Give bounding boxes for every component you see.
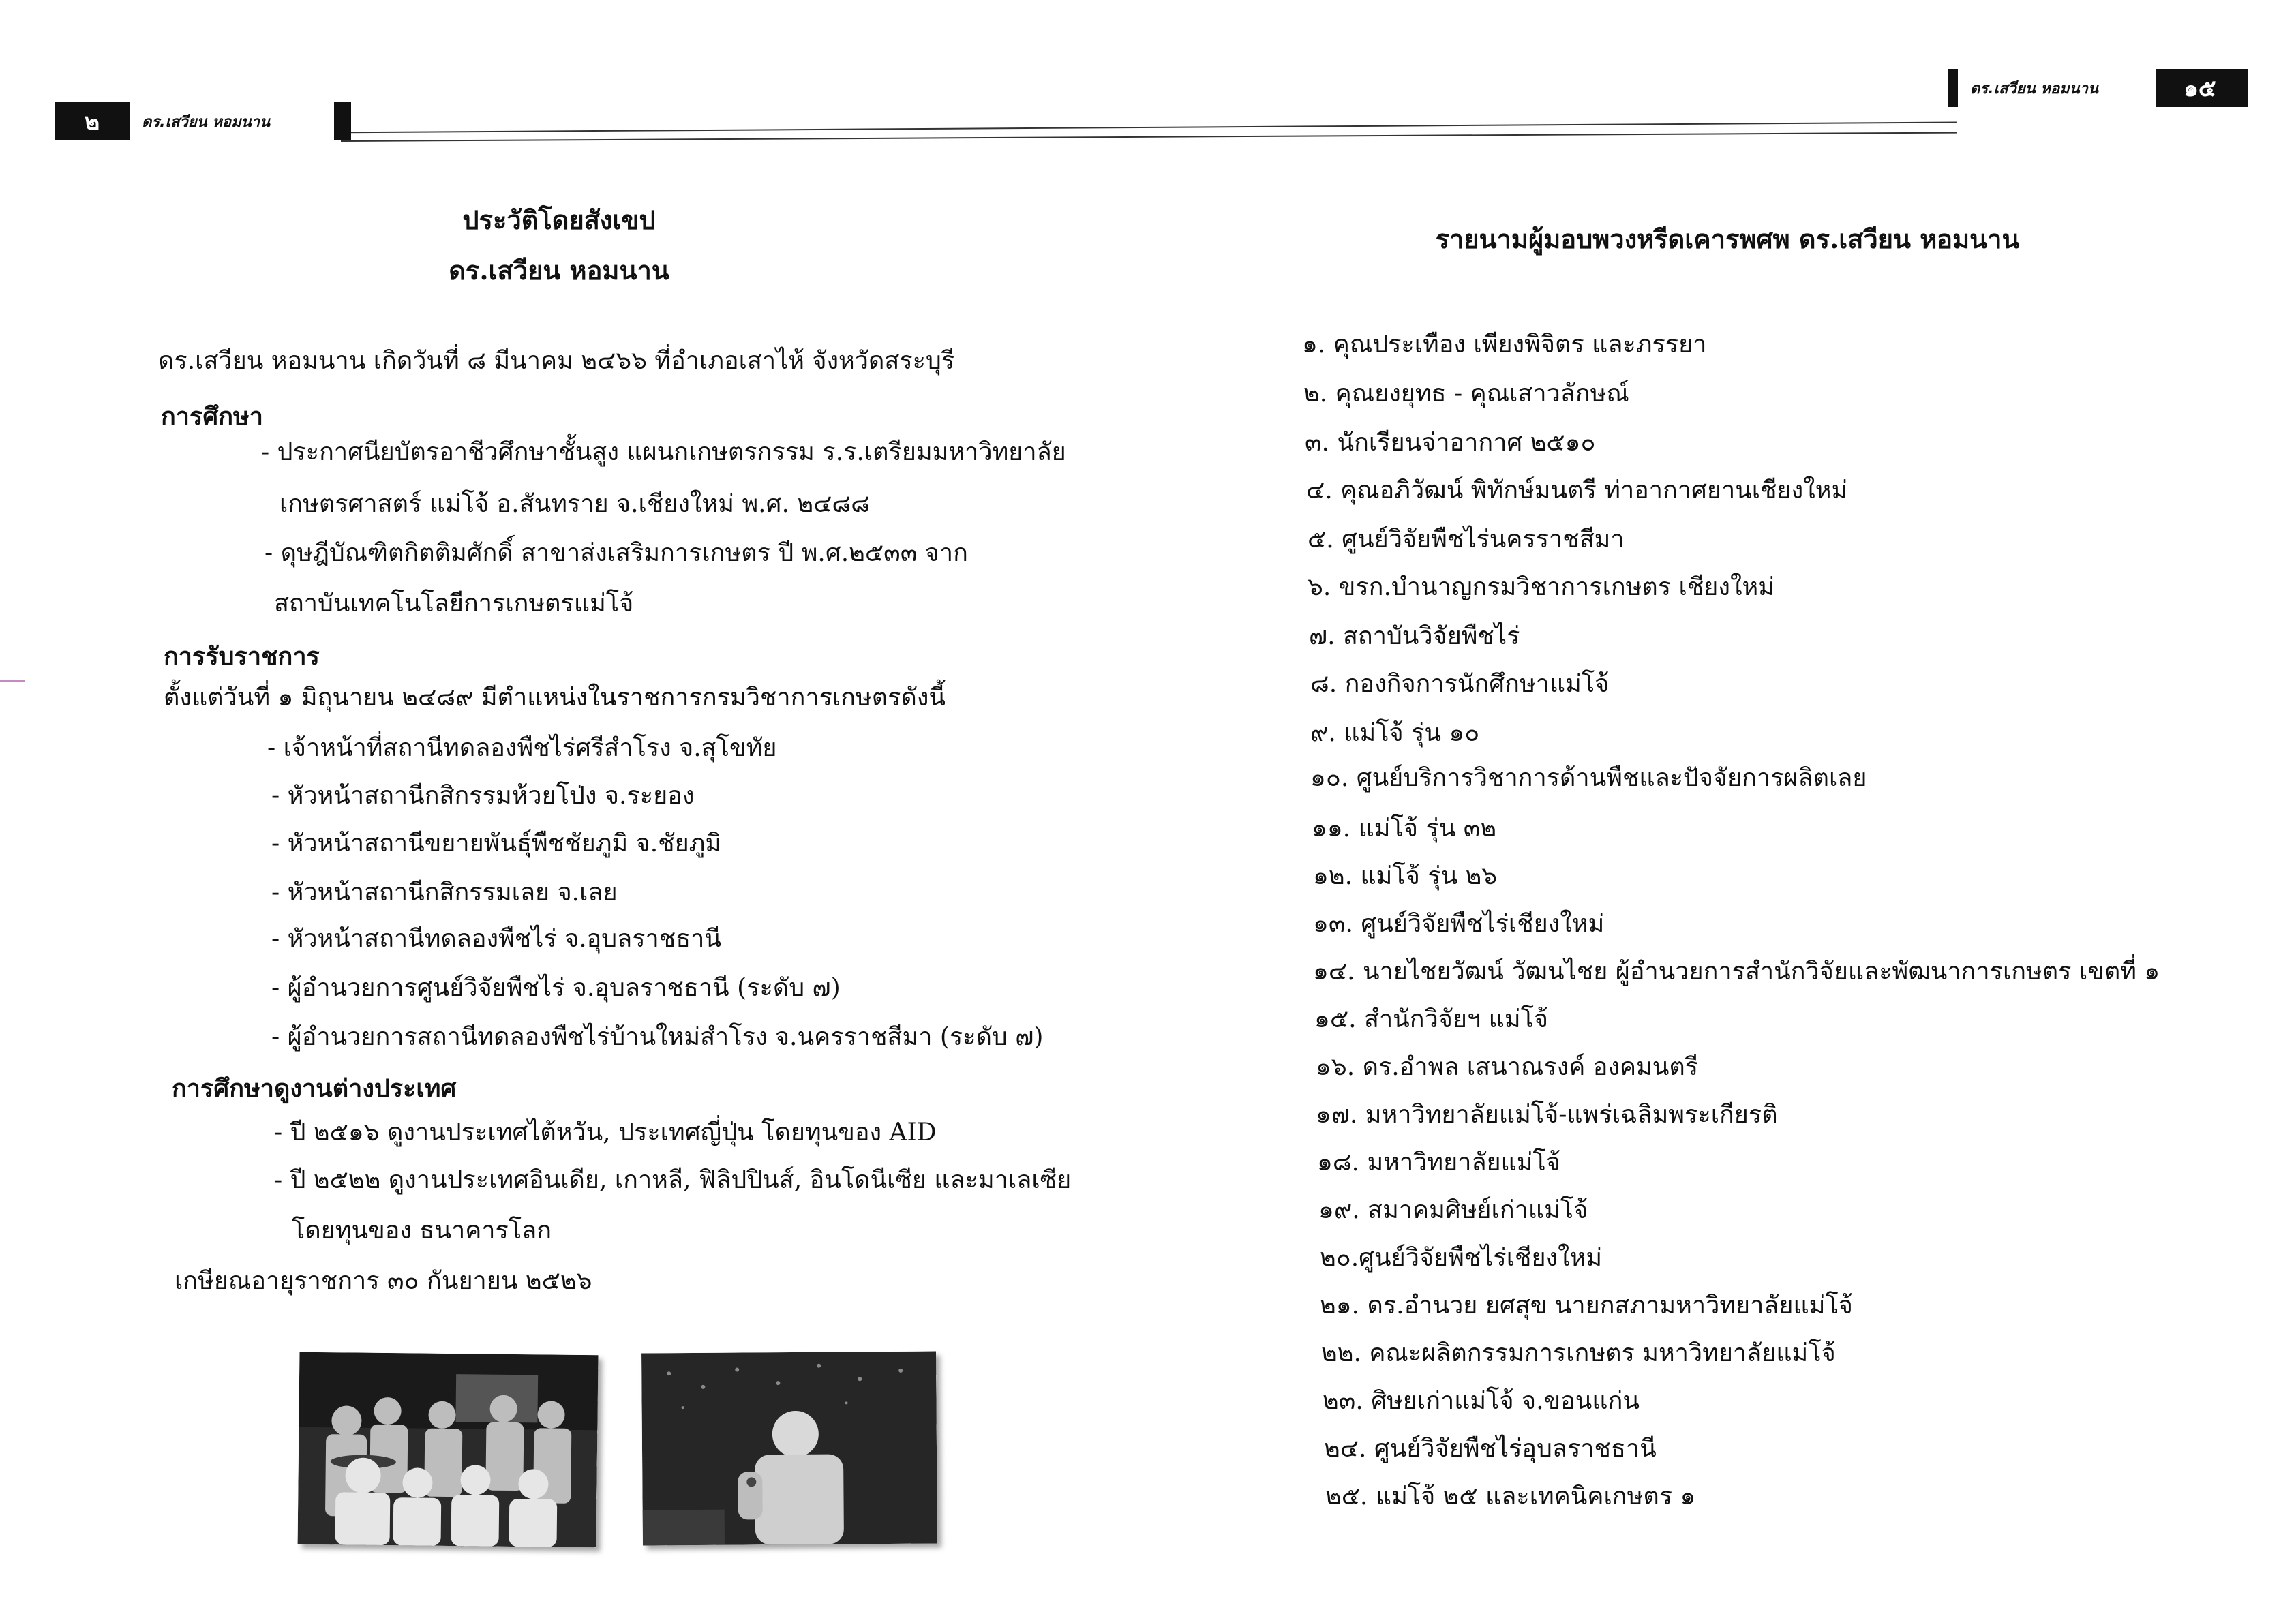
page-number-right: ๑๕ bbox=[2184, 75, 2216, 102]
donor-item: ๑๗. มหาวิทยาลัยแม่โจ้-แพร่เฉลิมพระเกียรติ bbox=[1316, 1101, 1778, 1129]
donor-item: ๒๔. ศูนย์วิจัยพืชไร่อุบลราชธานี bbox=[1324, 1435, 1657, 1463]
abroad-item: - ปี ๒๕๑๖ ดูงานประเทศไต้หวัน, ประเทศญี่ปุ่น โดยทุนของ AID bbox=[274, 1118, 937, 1146]
subject-name: ดร.เสวียน หอมนาน bbox=[449, 255, 669, 286]
abroad-heading: การศึกษาดูงานต่างประเทศ bbox=[172, 1074, 457, 1103]
speech-photo-image bbox=[641, 1351, 937, 1545]
donor-item: ๔. คุณอภิวัฒน์ พิทักษ์มนตรี ท่าอากาศยานเชียงใหม่ bbox=[1306, 476, 1848, 504]
donor-item: ๑๔. นายไชยวัฒน์ วัฒนไชย ผู้อำนวยการสำนักวิจัยและพัฒนาการเกษตร เขตที่ ๑ bbox=[1313, 958, 2160, 986]
donor-item: ๙. แม่โจ้ รุ่น ๑๐ bbox=[1310, 719, 1480, 747]
donor-item: ๑๒. แม่โจ้ รุ่น ๒๖ bbox=[1313, 862, 1498, 890]
abroad-item: - ปี ๒๕๒๒ ดูงานประเทศอินเดีย, เกาหลี, ฟิลิปปินส์, อินโดนีเซีย และมาเลเซีย bbox=[274, 1166, 1072, 1194]
service-heading: การรับราชการ bbox=[164, 642, 320, 671]
page-title: ประวัติโดยสังเขป bbox=[462, 204, 656, 235]
service-item: - หัวหน้าสถานีกสิกรรมห้วยโป่ง จ.ระยอง bbox=[271, 782, 695, 810]
donor-item: ๘. กองกิจการนักศึกษาแม่โจ้ bbox=[1310, 670, 1610, 698]
page-number-left: ๒ bbox=[84, 108, 100, 136]
education-line: สถาบันเทคโนโลยีการเกษตรแม่โจ้ bbox=[274, 590, 634, 618]
donor-item: ๒๐.ศูนย์วิจัยพืชไร่เชียงใหม่ bbox=[1320, 1244, 1603, 1272]
intro-text: ดร.เสวียน หอมนาน เกิดวันที่ ๘ มีนาคม ๒๔๖๖ ที่อำเภอเสาไห้ จังหวัดสระบุรี bbox=[158, 347, 955, 375]
service-item: - เจ้าหน้าที่สถานีทดลองพืชไร่ศรีสำโรง จ.สุโขทัย bbox=[267, 734, 777, 762]
header-author-right: ดร.เสวียน หอมนาน bbox=[1958, 69, 2156, 107]
service-intro: ตั้งแต่วันที่ ๑ มิถุนายน ๒๔๘๙ มีตำแหน่งในราชการกรมวิชาการเกษตรดังนี้ bbox=[164, 684, 946, 712]
group-photo bbox=[298, 1352, 599, 1548]
education-heading: การศึกษา bbox=[161, 402, 263, 431]
donor-item: ๑๐. ศูนย์บริการวิชาการด้านพืชและปัจจัยการผลิตเลย bbox=[1310, 764, 1867, 792]
service-item: - ผู้อำนวยการศูนย์วิจัยพืชไร่ จ.อุบลราชธานี (ระดับ ๗) bbox=[271, 974, 841, 1002]
group-photo-image bbox=[298, 1352, 599, 1548]
donor-item: ๖. ขรก.บำนาญกรมวิชาการเกษตร เชียงใหม่ bbox=[1308, 573, 1775, 601]
donor-list-title: รายนามผู้มอบพวงหรีดเคารพศพ ดร.เสวียน หอมนาน bbox=[1435, 224, 2020, 254]
abroad-item: โดยทุนของ ธนาคารโลก bbox=[292, 1217, 552, 1245]
speech-photo bbox=[641, 1351, 937, 1545]
service-item: - หัวหน้าสถานีกสิกรรมเลย จ.เลย bbox=[271, 879, 618, 907]
donor-item: ๒๕. แม่โจ้ ๒๕ และเทคนิคเกษตร ๑ bbox=[1325, 1482, 1696, 1510]
donor-item: ๑๙. สมาคมศิษย์เก่าแม่โจ้ bbox=[1318, 1196, 1588, 1224]
retirement-text: เกษียณอายุราชการ ๓๐ กันยายน ๒๕๒๖ bbox=[175, 1267, 592, 1295]
donor-item: ๑. คุณประเทือง เพียงพิจิตร และภรรยา bbox=[1302, 331, 1707, 359]
donor-item: ๒๒. คณะผลิตกรรมการเกษตร มหาวิทยาลัยแม่โจ้ bbox=[1321, 1339, 1836, 1367]
donor-item: ๒. คุณยงยุทธ - คุณเสาวลักษณ์ bbox=[1303, 380, 1629, 408]
service-item: - หัวหน้าสถานีขยายพันธุ์พืชชัยภูมิ จ.ชัยภูมิ bbox=[271, 829, 722, 857]
donor-item: ๑๑. แม่โจ้ รุ่น ๓๒ bbox=[1312, 814, 1497, 842]
donor-item: ๗. สถาบันวิจัยพืชไร่ bbox=[1309, 622, 1520, 650]
education-line: - ดุษฎีบัณฑิตกิตติมศักดิ์ สาขาส่งเสริมการเกษตร ปี พ.ศ.๒๕๓๓ จาก bbox=[265, 539, 968, 567]
donor-item: ๓. นักเรียนจ่าอากาศ ๒๕๑๐ bbox=[1305, 429, 1596, 457]
header-rule-bottom bbox=[341, 132, 1957, 142]
donor-item: ๒๑. ดร.อำนวย ยศสุข นายกสภามหาวิทยาลัยแม่โจ้ bbox=[1320, 1292, 1853, 1320]
donor-item: ๑๓. ศูนย์วิจัยพืชไร่เชียงใหม่ bbox=[1313, 910, 1605, 938]
service-item: - ผู้อำนวยการสถานีทดลองพืชไร่บ้านใหม่สำโรง จ.นครราชสีมา (ระดับ ๗) bbox=[271, 1023, 1044, 1051]
scan-mark bbox=[0, 680, 25, 682]
donor-item: ๕. ศูนย์วิจัยพืชไร่นครราชสีมา bbox=[1308, 526, 1625, 553]
education-line: เกษตรศาสตร์ แม่โจ้ อ.สันทราย จ.เชียงใหม่ พ.ศ. ๒๔๘๘ bbox=[280, 490, 870, 518]
donor-item: ๑๖. ดร.อำพล เสนาณรงค์ องคมนตรี bbox=[1316, 1053, 1699, 1081]
header-left bbox=[55, 102, 351, 140]
donor-item: ๑๕. สำนักวิจัยฯ แม่โจ้ bbox=[1314, 1005, 1549, 1033]
header-author-left: ดร.เสวียน หอมนาน bbox=[130, 102, 334, 140]
header-right bbox=[1948, 69, 2248, 107]
donor-item: ๑๘. มหาวิทยาลัยแม่โจ้ bbox=[1317, 1148, 1560, 1176]
education-line: - ประกาศนียบัตรอาชีวศึกษาชั้นสูง แผนกเกษตรกรรม ร.ร.เตรียมมหาวิทยาลัย bbox=[261, 438, 1066, 466]
donor-item: ๒๓. ศิษยเก่าแม่โจ้ จ.ขอนแก่น bbox=[1323, 1387, 1640, 1415]
service-item: - หัวหน้าสถานีทดลองพืชไร่ จ.อุบลราชธานี bbox=[271, 925, 721, 953]
